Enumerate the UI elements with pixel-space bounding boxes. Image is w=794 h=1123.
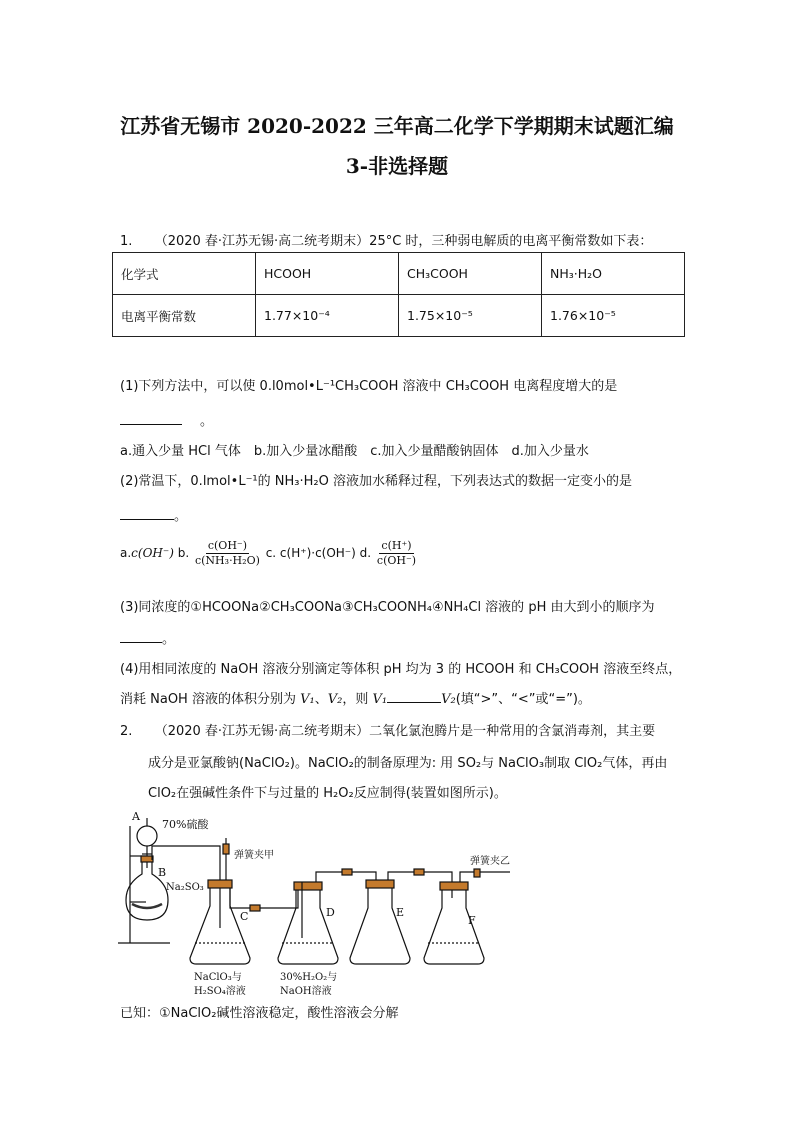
- q1-part2: (2)常温下，0.lmol•L⁻¹的 NH₃·H₂O 溶液加水稀释过程，下列表达式的数据一定变小的是: [120, 474, 632, 489]
- fraction-denominator: c(NH₃·H₂O): [194, 554, 260, 567]
- q1-part4-line2: [120, 688, 591, 707]
- label-c: C: [240, 910, 249, 923]
- stopper: [208, 880, 232, 888]
- q1-part2-options: [120, 539, 418, 568]
- label-clamp-jia: 弹簧夹甲: [234, 850, 274, 861]
- q1-part2-end: 。: [174, 509, 188, 524]
- q1-part3-answer-line: [120, 628, 175, 647]
- conical-flask-e: [350, 886, 410, 964]
- var-v1: V₁: [372, 692, 388, 707]
- option-b-label: b.: [177, 546, 190, 560]
- option-c-label: c. c(H⁺)·c(OH⁻) d.: [265, 546, 372, 560]
- table-row: [113, 295, 685, 337]
- label-d: D: [326, 906, 335, 919]
- q2-intro-text: （2020 春·江苏无锡·高二统考期末）二氧化氯泡腾片是一种常用的含氯消毒剂，其主要: [154, 724, 656, 739]
- q2-line2: 成分是亚氯酸钠(NaClO₂)。NaClO₂的制备原理为: 用 SO₂与 NaClO₃制取 ClO₂气体，再由: [148, 756, 668, 771]
- stopper: [440, 882, 468, 890]
- table-cell: NH₃·H₂O: [542, 253, 685, 295]
- label-c-solution: NaClO₃与: [194, 972, 242, 983]
- label-e: E: [396, 906, 405, 919]
- label-acid: 70%硫酸: [162, 818, 209, 831]
- q1-number: 1.: [120, 234, 133, 249]
- table-cell: 电离平衡常数: [113, 295, 256, 337]
- table-cell: 1.76×10⁻⁵: [542, 295, 685, 337]
- q1-part3: (3)同浓度的①HCOONa②CH₃COONa③CH₃COONH₄④NH₄Cl 溶液的 pH 由大到小的顺序为: [120, 600, 655, 615]
- option-a-expr: c(OH⁻): [131, 546, 178, 560]
- q2-known: 已知：①NaClO₂碱性溶液稳定，酸性溶液会分解: [120, 1006, 399, 1021]
- fraction-denominator: c(OH⁻): [376, 554, 417, 567]
- q1-part2-answer-line: [120, 505, 187, 524]
- q1-part4-fill-hint: (填“>”、“<”或“=”)。: [455, 692, 591, 707]
- answer-blank[interactable]: [120, 629, 162, 643]
- var-v2: V₂: [327, 692, 343, 707]
- q1-part4-text: 消耗 NaOH 溶液的体积分别为: [120, 692, 301, 707]
- option-d-fraction: [375, 539, 418, 568]
- table-cell: 1.75×10⁻⁵: [399, 295, 542, 337]
- label-a: A: [132, 810, 140, 823]
- apparatus-diagram: [110, 808, 560, 1000]
- page-subtitle: 3-非选择题: [345, 154, 449, 178]
- q1-part4: (4)用相同浓度的 NaOH 溶液分别滴定等体积 pH 均为 3 的 HCOOH 和 CH₃COOH 溶液至终点，: [120, 662, 682, 677]
- answer-blank[interactable]: [120, 506, 174, 520]
- solid-na2so3: [132, 904, 162, 908]
- q1-part1-options: a.通入少量 HCl 气体 b.加入少量冰醋酸 c.加入少量醋酸钠固体 d.加入少量水: [120, 444, 589, 459]
- var-v1: V₁: [300, 692, 315, 707]
- separatory-funnel: [137, 826, 157, 846]
- separator: 、: [314, 692, 328, 707]
- stopper: [294, 882, 322, 890]
- table-row: [113, 253, 685, 295]
- label-na2so3: Na₂SO₃: [166, 882, 204, 893]
- page-title: 江苏省无锡市 2020-2022 三年高二化学下学期期末试题汇编: [120, 114, 674, 138]
- q2-number: 2.: [120, 724, 133, 739]
- q1-part1-answer-line: [120, 410, 213, 429]
- q1-part3-end: 。: [162, 632, 176, 647]
- clamp-jia: [223, 844, 229, 854]
- table-cell: 1.77×10⁻⁴: [256, 295, 399, 337]
- ionization-table: [112, 252, 685, 337]
- answer-blank[interactable]: [120, 411, 182, 425]
- table-cell: HCOOH: [256, 253, 399, 295]
- fraction-numerator: c(OH⁻): [207, 539, 248, 552]
- label-f: F: [468, 914, 476, 927]
- q1-part1-end: 。: [200, 414, 214, 429]
- q1-intro: [120, 230, 652, 249]
- table-cell: CH₃COOH: [399, 253, 542, 295]
- q1-intro-text: （2020 春·江苏无锡·高二统考期末）25°C 时，三种弱电解质的电离平衡常数如下表：: [154, 234, 653, 249]
- label-d-solution: 30%H₂O₂与: [280, 972, 338, 983]
- option-b-fraction: [193, 539, 262, 568]
- clamp-yi: [474, 869, 480, 877]
- table-cell: 化学式: [113, 253, 256, 295]
- q1-part4-mid: ，则: [342, 692, 373, 707]
- var-v2: V₂: [441, 692, 456, 707]
- label-clamp-yi: 弹簧夹乙: [470, 856, 510, 867]
- conical-flask-d: [278, 888, 338, 964]
- q2-line1: [120, 720, 655, 739]
- stopper: [141, 856, 153, 862]
- q2-line3: ClO₂在强碱性条件下与过量的 H₂O₂反应制得(装置如图所示)。: [148, 786, 507, 801]
- label-d-solution: NaOH溶液: [280, 986, 332, 997]
- option-a-label: a.: [120, 546, 132, 560]
- label-b: B: [158, 866, 167, 879]
- stopper: [366, 880, 394, 888]
- label-c-solution: H₂SO₄溶液: [194, 986, 246, 997]
- answer-blank[interactable]: [387, 689, 441, 703]
- fraction-numerator: c(H⁺): [381, 539, 412, 552]
- q1-part1: (1)下列方法中，可以使 0.l0mol•L⁻¹CH₃COOH 溶液中 CH₃COOH 电离程度增大的是: [120, 379, 618, 394]
